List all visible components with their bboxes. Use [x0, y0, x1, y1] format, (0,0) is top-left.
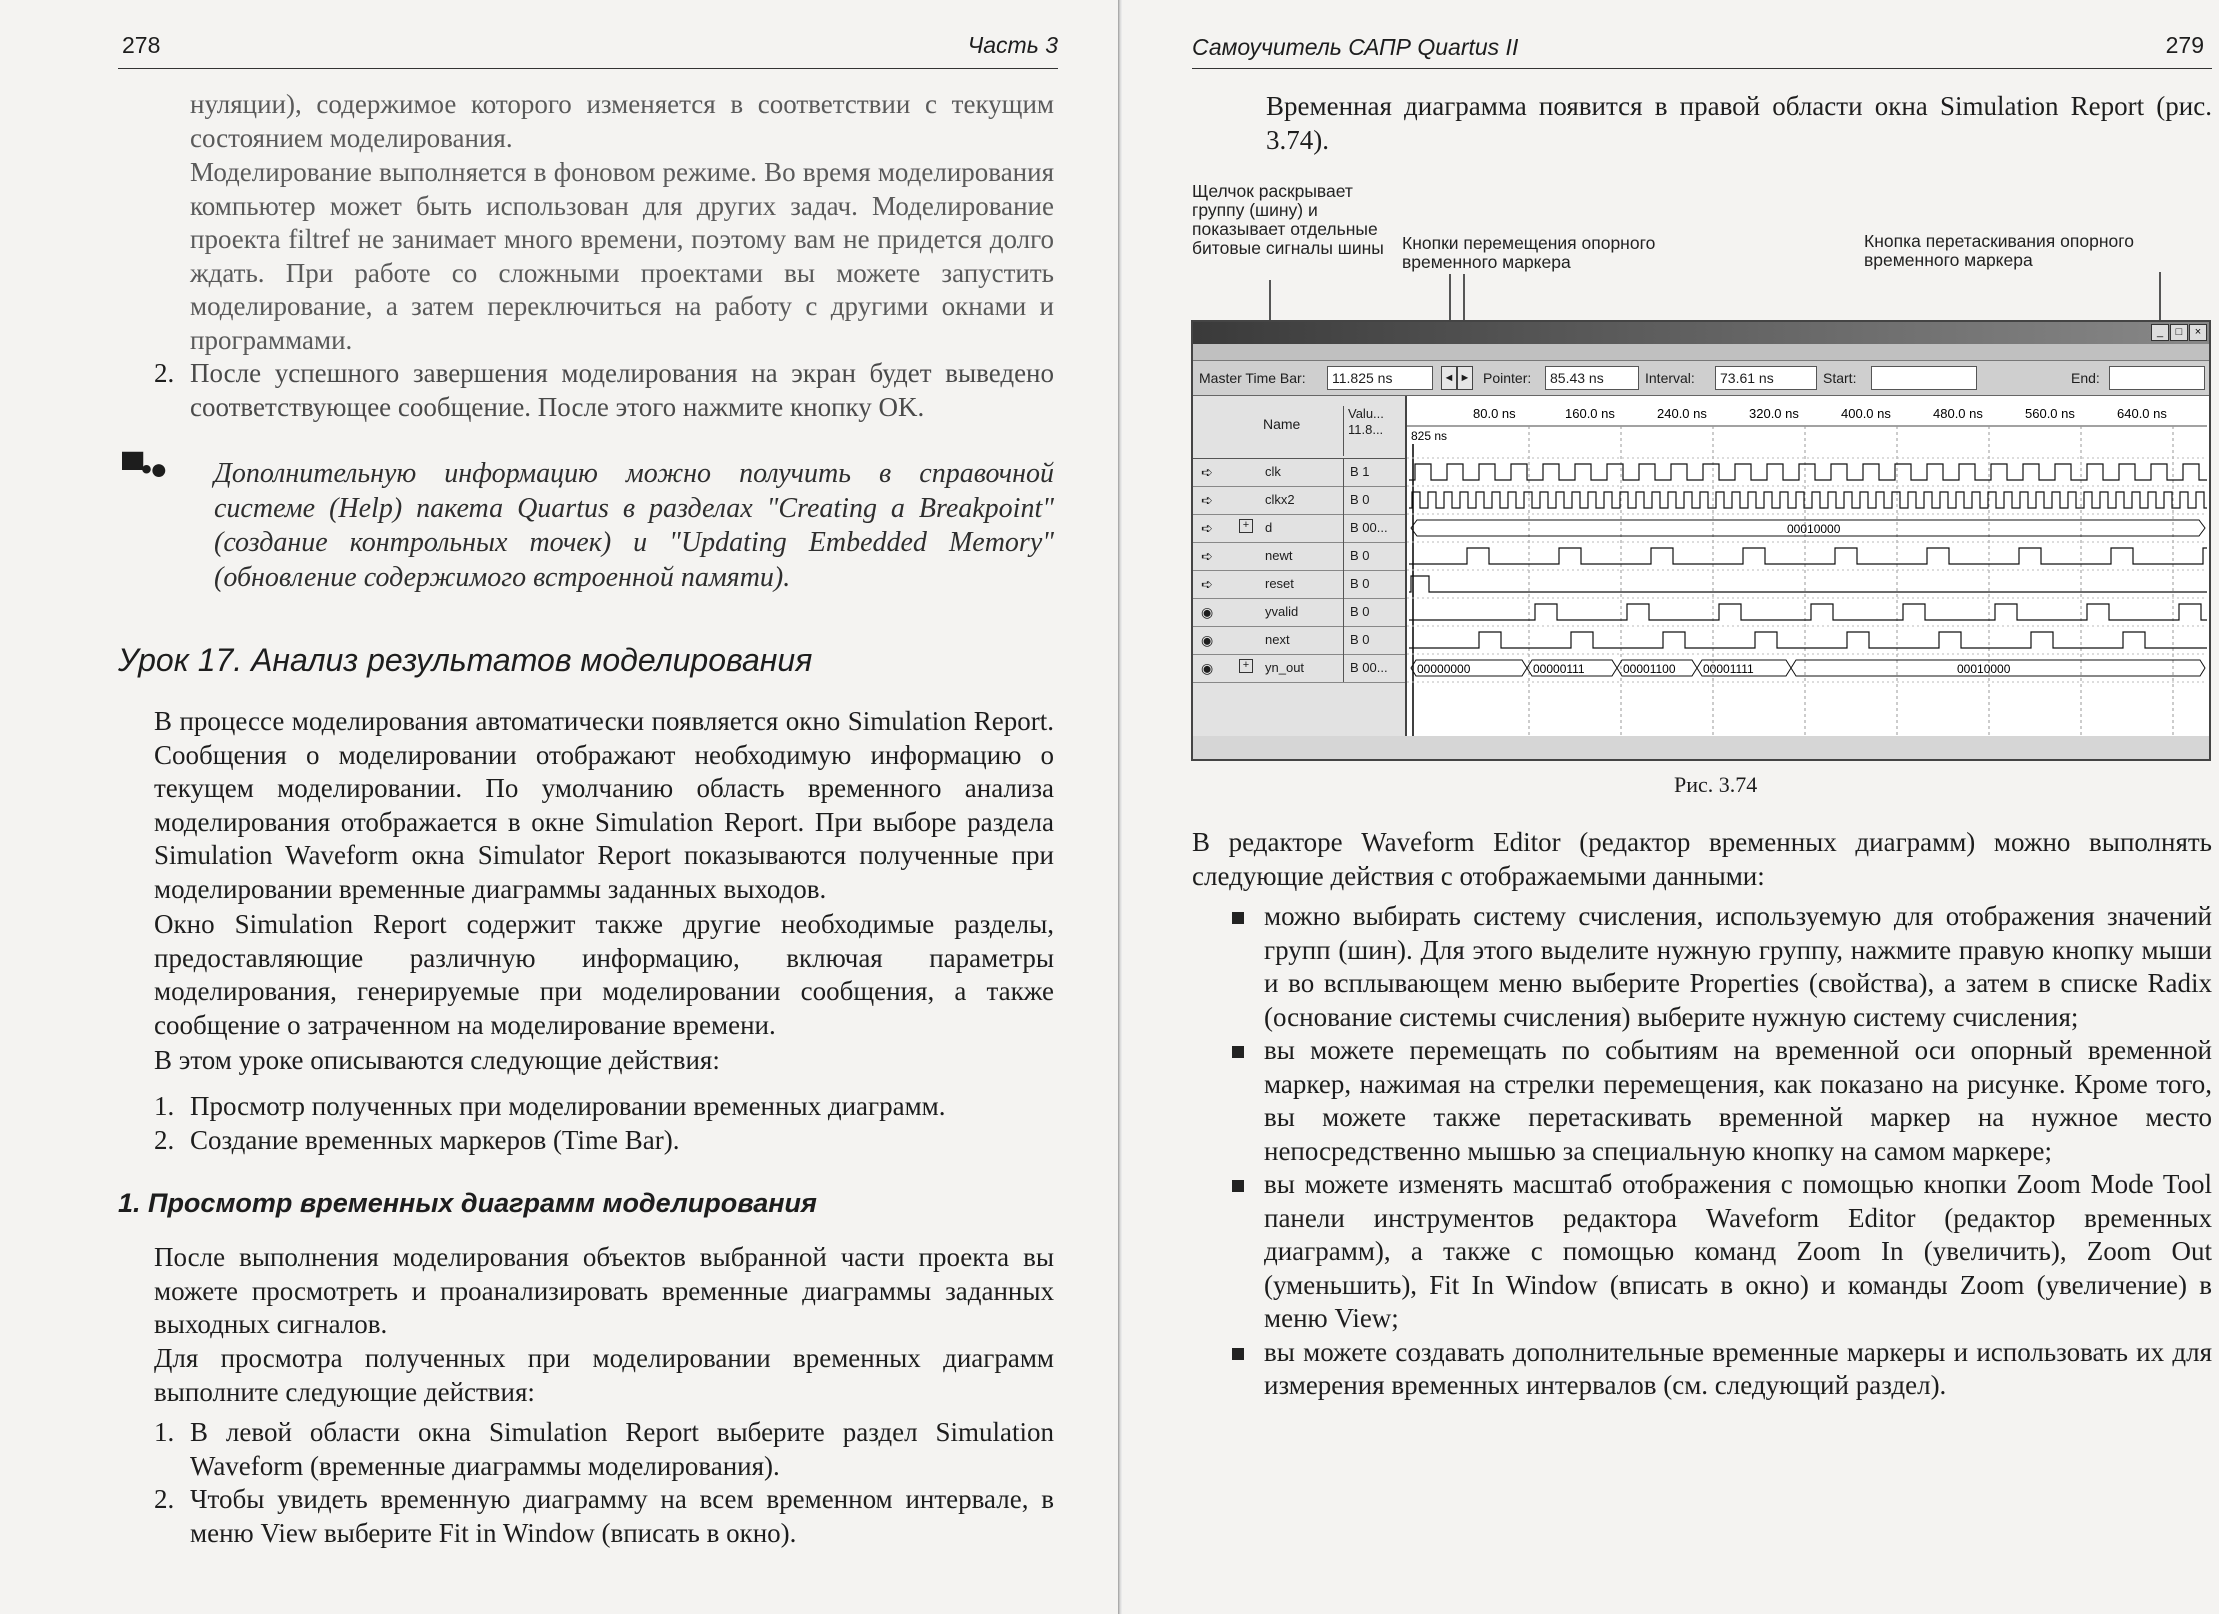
paragraph-continuation: нуляции), содержимое которого изменяется в соответствии с текущим состоянием моделирования. — [190, 89, 1054, 153]
name-column-header[interactable]: Name — [1263, 416, 1301, 432]
list-item — [1232, 900, 2212, 1034]
time-tick-label: 640.0 ns — [2117, 406, 2167, 421]
signal-row[interactable] — [1193, 626, 1405, 655]
input-pin-icon: ➪ — [1201, 464, 1213, 480]
item-text: В левой области окна Simulation Report выберите раздел Simulation Waveform (временные диаграммы моделирования). — [190, 1417, 1054, 1481]
time-tick-label: 320.0 ns — [1749, 406, 1799, 421]
bullet-icon — [1232, 1348, 1244, 1360]
signal-value: B 0 — [1343, 486, 1370, 514]
time-tick-label: 480.0 ns — [1933, 406, 1983, 421]
annotation-move-buttons: Кнопки перемещения опорного временного маркера — [1402, 233, 1656, 272]
signal-row[interactable] — [1193, 486, 1405, 515]
master-time-bar-field[interactable]: 11.825 ns — [1327, 366, 1433, 390]
signal-value: B 00... — [1343, 654, 1388, 682]
waveform-body — [1193, 396, 2209, 736]
item-number: 2. — [154, 1484, 175, 1514]
signal-value: B 0 — [1343, 598, 1370, 626]
input-pin-icon: ➪ — [1201, 548, 1213, 564]
signal-row[interactable] — [1193, 514, 1405, 543]
signal-row[interactable] — [1193, 598, 1405, 627]
minimize-button[interactable]: _ — [2151, 324, 2169, 341]
signal-value: B 1 — [1343, 458, 1370, 486]
yn-out-bus-value: 00000000 — [1417, 662, 1471, 676]
waveform-area[interactable] — [1407, 396, 2209, 736]
item-number: 1. — [154, 1091, 175, 1121]
signal-table-header — [1193, 396, 1405, 459]
input-pin-icon: ➪ — [1201, 492, 1213, 508]
item-text: Чтобы увидеть временную диаграмму на всем временном интервале, в меню View выберите Fit in Window (вписать в окно). — [190, 1484, 1054, 1548]
right-page-number: 279 — [2165, 32, 2204, 58]
signal-name: newt — [1265, 548, 1293, 563]
interval-field[interactable]: 73.61 ns — [1715, 366, 1817, 390]
yn-out-bus-value: 00001100 — [1623, 662, 1676, 676]
signal-name: yn_out — [1265, 660, 1305, 675]
signal-name: clk — [1265, 464, 1281, 479]
time-tick-label: 560.0 ns — [2025, 406, 2075, 421]
list-item — [154, 1483, 1054, 1550]
item-text: можно выбирать систему счисления, используемую для отображения значений групп (шин). Для этого выделите нужную группу, нажмите правую кнопку мыши и во всплывающем меню выберите Properties (свойства), а затем в списке Radix (основание системы счисления) выберите нужную систему счисления; — [1264, 901, 2212, 1032]
marker-right-arrow-button[interactable]: ► — [1457, 366, 1473, 390]
list-item — [1232, 1168, 2212, 1336]
master-time-bar-label: Master Time Bar: — [1199, 370, 1306, 386]
paragraph-steps-intro: Для просмотра полученных при моделировании временных диаграмм выполните следующие действия: — [154, 1343, 1054, 1407]
paragraph-actions-intro: В этом уроке описываются следующие действия: — [154, 1045, 720, 1075]
time-tick-label: 160.0 ns — [1565, 406, 1615, 421]
window-menubar — [1193, 344, 2209, 361]
output-pin-icon: ◉ — [1201, 632, 1214, 648]
item-text: вы можете создавать дополнительные временные маркеры и использовать их для измерения временных интервалов (см. следующий раздел). — [1264, 1336, 2212, 1400]
right-page — [1120, 0, 2219, 1614]
note-icon: ▀•● — [122, 453, 166, 486]
maximize-button[interactable]: □ — [2170, 324, 2188, 341]
signal-row[interactable] — [1193, 542, 1405, 571]
signal-value: B 00... — [1343, 514, 1388, 542]
expand-group-icon[interactable]: + — [1239, 659, 1253, 673]
paragraph-figure-intro: Временная диаграмма появится в правой области окна Simulation Report (рис. 3.74). — [1266, 91, 2212, 155]
start-field[interactable] — [1871, 366, 1977, 390]
end-field[interactable] — [2109, 366, 2205, 390]
bullet-icon — [1232, 1180, 1244, 1192]
steps-list — [154, 1416, 1054, 1550]
item-text: вы можете перемещать по событиям на временной оси опорный временной маркер, нажимая на стрелки перемещения, как показано на рисунке. Кроме того, вы можете также перетаскивать временной маркер на нужное место непосредственно мышью за специальную кнопку на самом маркере; — [1264, 1035, 2212, 1166]
list-item — [154, 1416, 1054, 1483]
item-number: 2. — [154, 358, 175, 388]
output-pin-icon: ➪ — [1201, 520, 1213, 536]
signal-value: B 0 — [1343, 570, 1370, 598]
signal-value: B 0 — [1343, 626, 1370, 654]
waveform-plot — [1407, 396, 2207, 736]
item-text: После успешного завершения моделирования на экран будет выведено соответствующее сообщение. После этого нажмите кнопку OK. — [190, 358, 1054, 422]
output-pin-icon: ◉ — [1201, 604, 1214, 620]
lesson-title: Урок 17. Анализ результатов моделирования — [118, 642, 813, 678]
annotation-drag-button: Кнопка перетаскивания опорного временного маркера — [1864, 231, 2134, 270]
signal-name: clkx2 — [1265, 492, 1295, 507]
yn-out-bus-value: 00001111 — [1703, 662, 1754, 676]
right-running-head: Самоучитель САПР Quartus II — [1192, 34, 1519, 60]
paragraph-after-simulation: После выполнения моделирования объектов выбранной части проекта вы можете просмотреть и проанализировать временные диаграммы заданных выходных сигналов. — [154, 1242, 1054, 1339]
left-page-header — [118, 32, 1058, 69]
d-bus-value: 00010000 — [1787, 522, 1841, 536]
item-text: вы можете изменять масштаб отображения с помощью кнопки Zoom Mode Tool панели инструментов редактора Waveform Editor (редактор временных диаграмм), а также с помощью команд Zoom In (увеличить), Zoom Out (уменьшить), Fit In Window (вписать в окно) и команды Zoom (увеличение) в меню View; — [1264, 1169, 2212, 1333]
signal-row[interactable] — [1193, 570, 1405, 599]
signal-row[interactable] — [1193, 654, 1405, 683]
signal-name-column — [1193, 396, 1407, 736]
signal-name: yvalid — [1265, 604, 1299, 619]
close-button[interactable]: × — [2189, 324, 2207, 341]
section-title: 1. Просмотр временных диаграмм моделирования — [118, 1188, 817, 1218]
paragraph-simulation-report: В процессе моделирования автоматически появляется окно Simulation Report. Сообщения о моделировании отображают необходимую информацию о текущем моделировании. По умолчанию область временного анализа моделирования отображается в окне Simulation Report. При выборе раздела Simulation Waveform окна Simulator Report показываются полученные при моделировании временные диаграммы заданных выходов. — [154, 706, 1054, 904]
features-list — [1232, 900, 2212, 1403]
help-note: Дополнительную информацию можно получить в справочной системе (Help) пакета Quartus в разделах "Creating a Breakpoint" (создание контрольных точек) и "Updating Embedded Memory" (обновление содержимого встроенной памяти). — [214, 458, 1054, 593]
time-bar-toolbar — [1193, 361, 2209, 396]
signal-row[interactable] — [1193, 458, 1405, 487]
cursor-time-label: 825 ns — [1411, 429, 1448, 443]
time-tick-label: 80.0 ns — [1473, 406, 1516, 421]
signal-name: next — [1265, 632, 1290, 647]
time-tick-label: 400.0 ns — [1841, 406, 1891, 421]
list-item — [1232, 1034, 2212, 1168]
input-pin-icon: ➪ — [1201, 576, 1213, 592]
next-waveform — [1409, 632, 2207, 648]
output-pin-icon: ◉ — [1201, 660, 1214, 676]
paragraph-report-sections: Окно Simulation Report содержит также другие необходимые разделы, предоставляющие различную информацию, включая параметры моделирования, генерируемые при моделировании сообщения, а также сообщение о затраченном на моделирование времени. — [154, 909, 1054, 1040]
left-running-head: Часть 3 — [967, 32, 1058, 58]
yn-out-bus-value: 00010000 — [1957, 662, 2011, 676]
simulation-report-window — [1191, 320, 2211, 761]
signal-name: d — [1265, 520, 1273, 535]
start-label: Start: — [1823, 370, 1857, 386]
item-text: Создание временных маркеров (Time Bar). — [190, 1124, 680, 1155]
list-item — [1232, 1336, 2212, 1403]
yn-out-bus-value: 00000111 — [1533, 662, 1585, 676]
interval-label: Interval: — [1645, 370, 1695, 386]
left-page-number: 278 — [122, 32, 161, 58]
newt-waveform — [1409, 548, 2207, 564]
window-titlebar — [1193, 322, 2209, 344]
paragraph-background-simulation: Моделирование выполняется в фоновом режиме. Во время моделирования компьютер может быть использован для других задач. Моделирование проекта filtref не занимает много времени, поэтому вам не придется долго ждать. При работе со сложными проектами вы можете запустить моделирование, а затем переключиться на работу с другими окнами и программами. — [190, 157, 1054, 355]
bullet-icon — [1232, 1046, 1244, 1058]
item-text: Просмотр полученных при моделировании временных диаграмм. — [190, 1091, 946, 1121]
item-number: 1. — [154, 1417, 175, 1447]
end-label: End: — [2071, 370, 2100, 386]
signal-value: B 0 — [1343, 542, 1370, 570]
expand-group-icon[interactable]: + — [1239, 519, 1253, 533]
time-tick-label: 240.0 ns — [1657, 406, 1707, 421]
item-number: 2. — [154, 1124, 175, 1155]
annotation-expand-group: Щелчок раскрывает группу (шину) и показывает отдельные битовые сигналы шины — [1192, 181, 1384, 258]
actions-list — [154, 1090, 1054, 1157]
list-item — [154, 1124, 1054, 1158]
clk-waveform — [1409, 464, 2207, 480]
value-column-header[interactable]: Valu... 11.8... — [1343, 406, 1404, 456]
figure-caption: Рис. 3.74 — [1674, 772, 1758, 797]
pointer-label: Pointer: — [1483, 370, 1532, 386]
pointer-field[interactable]: 85.43 ns — [1545, 366, 1639, 390]
list-item — [154, 1090, 1054, 1124]
signal-name: reset — [1265, 576, 1294, 591]
bullet-icon — [1232, 912, 1244, 924]
paragraph-waveform-editor: В редакторе Waveform Editor (редактор временных диаграмм) можно выполнять следующие действия с отображаемыми данными: — [1192, 827, 2212, 891]
numbered-item-2 — [154, 357, 1054, 424]
marker-left-arrow-button[interactable]: ◄ — [1441, 366, 1457, 390]
